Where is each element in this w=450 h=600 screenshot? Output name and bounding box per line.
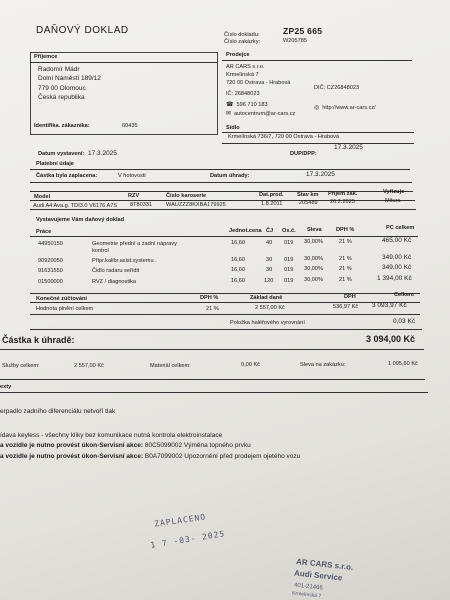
vehicle-header-km: Stav km: [297, 192, 319, 198]
issue-date-label: Datum vystavení:: [38, 151, 85, 157]
seller-email-row[interactable]: [226, 111, 306, 118]
duzp-label: DUP/DPP:: [290, 151, 317, 157]
work-price: 16,60: [231, 267, 245, 273]
vehicle-header-vin: Číslo karoserie: [166, 193, 207, 199]
payment-label: Platební údaje: [36, 161, 74, 167]
note-line: [0, 442, 251, 449]
vehicle-header-rzv: RZV: [128, 193, 140, 199]
customer-id-label: Identifika. zákazníka:: [34, 123, 90, 129]
work-cj: 30: [266, 257, 273, 263]
seller-phone-row: [226, 101, 268, 108]
vehicle-km: 205489: [299, 200, 318, 206]
work-code: 91631550: [38, 268, 63, 274]
issue-date: 17.3.2025: [88, 150, 117, 157]
work-total: 349,00 Kč: [382, 264, 412, 271]
vehicle-handler: Mitura: [385, 198, 401, 204]
material-label: Materiál celkem:: [150, 363, 191, 369]
paid-stamp: ZAPLACENO: [153, 512, 207, 529]
company-stamp-addr: Krmelínská 7: [291, 590, 322, 600]
company-stamp-sub: Audi Service: [293, 568, 343, 583]
work-price: 16,60: [231, 278, 245, 284]
order-number: W205785: [283, 38, 307, 44]
note-line: ídava keyless - všechny kliky bez komunikace nutná kontrola elektroinstalace: [0, 432, 223, 439]
to-pay-label: Částka k úhradě:: [2, 335, 75, 345]
work-os: 019: [284, 240, 294, 246]
summary-header-dph: DPH: [344, 294, 356, 300]
summary-total: 3 093,97 Kč: [372, 302, 407, 309]
summary-header-base: Základ daně: [250, 295, 283, 301]
summary-vat: 21 %: [206, 306, 219, 312]
work-header-price: Jednot.cena: [229, 228, 262, 234]
work-code: 01500000: [38, 279, 63, 285]
work-cj: 40: [266, 240, 273, 246]
seller-seat-label: Sídlo: [226, 125, 240, 131]
work-os: 019: [284, 267, 294, 273]
note-prefix: a vozidle je nutno provést úkon-Servisní akce:: [0, 453, 144, 460]
seller-seat: Krmelínská 736/7, 720 00 Ostrava - Hrabová: [228, 134, 339, 140]
seller-label: Prodejce: [226, 52, 250, 58]
services-value: 2 557,00 Kč: [74, 363, 104, 369]
work-price: 16,60: [231, 240, 245, 246]
rounding-label: Položka haléřového vyrovnání: [230, 320, 305, 326]
summary-header-vat: DPH %: [200, 295, 219, 301]
vehicle-vin: WAUZZZ8KXBA179925: [166, 202, 226, 208]
work-vat: 21 %: [339, 277, 352, 283]
work-header-job: Práce: [36, 229, 52, 235]
order-number-label: Číslo zakázky:: [224, 39, 261, 45]
paid-label: Částka byla zaplacena:: [36, 173, 98, 179]
note-text: B0A7099002 Upozornění před prodejem ojetého vozu: [144, 453, 301, 460]
work-discount: 30,00%: [304, 266, 323, 272]
work-vat: 21 %: [339, 266, 352, 272]
envelope-icon: ✉: [226, 111, 232, 117]
recipient-city: 779 00 Olomouc: [38, 85, 86, 92]
paid-method: V hotovosti: [118, 173, 146, 179]
summary-base: 2 557,00 Kč: [255, 305, 285, 311]
work-desc: Připr.kalibr.asist.systemu .: [92, 258, 157, 264]
services-label: Služby celkem:: [2, 363, 40, 369]
work-os: 019: [284, 257, 294, 263]
company-stamp-name: AR CARS s.r.o.: [295, 557, 354, 572]
work-os: 019: [284, 278, 294, 284]
work-vat: 21 %: [339, 256, 352, 262]
work-cj: 120: [264, 278, 274, 284]
due-date: 17.3.2025: [306, 171, 335, 178]
work-price: 16,60: [231, 257, 245, 263]
doc-number: ZP25 665: [283, 26, 323, 36]
work-header-discount: Sleva: [307, 227, 322, 233]
summary-header-total: Celkem: [394, 292, 414, 298]
rounding-value: 0,03 Kč: [393, 318, 416, 325]
work-code: 44950150: [38, 241, 63, 247]
company-stamp-code: 401-21466: [293, 582, 323, 592]
work-header-total: PC celkem: [386, 225, 415, 231]
work-header-cj: ČJ: [266, 228, 274, 234]
seller-web-row[interactable]: [314, 104, 376, 111]
vehicle-rzv: 8T80331: [130, 202, 153, 208]
due-label: Datum úhrady:: [210, 173, 250, 179]
recipient-street: Dolní Náměstí 189/12: [38, 75, 101, 82]
work-cj: 30: [266, 267, 273, 273]
work-discount: 30,00%: [304, 256, 323, 262]
work-total: 349,00 Kč: [382, 254, 412, 261]
vehicle-intake-date: 26.2.2025: [330, 199, 355, 205]
vehicle-header-handler: Vyřizuje: [383, 189, 405, 195]
work-header-os: Os.č.: [282, 228, 296, 234]
seller-web[interactable]: http://www.ar-cars.cz/: [322, 105, 376, 111]
summary-dph: 536,97 Kč: [333, 304, 359, 310]
work-discount: 30,00%: [304, 277, 323, 283]
material-value: 0,00 Kč: [241, 362, 260, 368]
phone-icon: ☎: [226, 102, 234, 108]
work-discount: 30,00%: [304, 239, 323, 245]
note-text: 80C5099002 Výměna topného prvku: [144, 442, 251, 449]
recipient-name: Radomír Mádr: [38, 66, 80, 73]
vehicle-header-prod: Dat.prod.: [259, 192, 284, 198]
customer-id: 60435: [122, 123, 138, 129]
work-vat: 21 %: [339, 239, 352, 245]
document-title: DAŇOVÝ DOKLAD: [36, 25, 129, 36]
work-code: 90920050: [38, 258, 63, 264]
note-prefix: a vozidle je nutno provést úkon-Servisní akce:: [0, 442, 144, 449]
vehicle-model: Audi A4 Ava.g. TDI3.0 V6176 A7S: [33, 203, 118, 209]
work-desc: Čidlo radaru seřídit: [92, 268, 140, 274]
work-desc: Geometrie přední a zadní nápravy kontrol: [92, 241, 177, 254]
vehicle-header-intake: Příjem zak.: [328, 191, 358, 197]
globe-icon: ◎: [314, 105, 320, 111]
summary-header-label: Konečné zúčtování: [36, 296, 87, 302]
work-desc: RVZ / diagnostika: [92, 279, 137, 285]
summary-label: Hodnota plnění celkem: [36, 306, 94, 312]
seller-ico: IČ: 26848023: [226, 91, 260, 97]
note-line: [0, 453, 300, 460]
discount-label: Sleva na zakázku:: [300, 362, 346, 368]
recipient-label: Příjemce: [34, 54, 58, 60]
vehicle-prod-date: 1.8.2011: [261, 201, 283, 207]
work-total: 465,00 Kč: [382, 237, 412, 244]
work-total: 1 394,00 Kč: [377, 275, 412, 282]
notes-label: exty: [0, 384, 12, 390]
discount-value: 1 095,60 Kč: [388, 361, 418, 367]
duzp-date: 17.3.2025: [334, 144, 363, 151]
doc-number-label: Číslo dokladu:: [224, 32, 260, 38]
seller-name: AR CARS s.r.o.: [226, 64, 265, 70]
seller-street: Krmelínská 7: [226, 72, 259, 78]
seller-phone: 596 710 183: [236, 102, 268, 108]
note-line: erpadlo zadního diferenciálu netvoří tlak: [0, 408, 116, 415]
work-header-vat: DPH %: [336, 227, 355, 233]
seller-email[interactable]: autocentrum@ar-cars.cz: [234, 111, 296, 117]
vehicle-header-model: Model: [34, 194, 51, 200]
seller-dic: DIČ: CZ26848023: [314, 85, 360, 91]
recipient-country: Česká republika: [38, 94, 85, 101]
seller-city: 720 00 Ostrava - Hrabová: [226, 80, 291, 86]
to-pay-value: 3 094,00 Kč: [366, 334, 416, 344]
paid-stamp-date: 1 7 -03- 2025: [149, 529, 226, 550]
issued-label: Vystavujeme Vám daňový doklad: [36, 217, 125, 223]
